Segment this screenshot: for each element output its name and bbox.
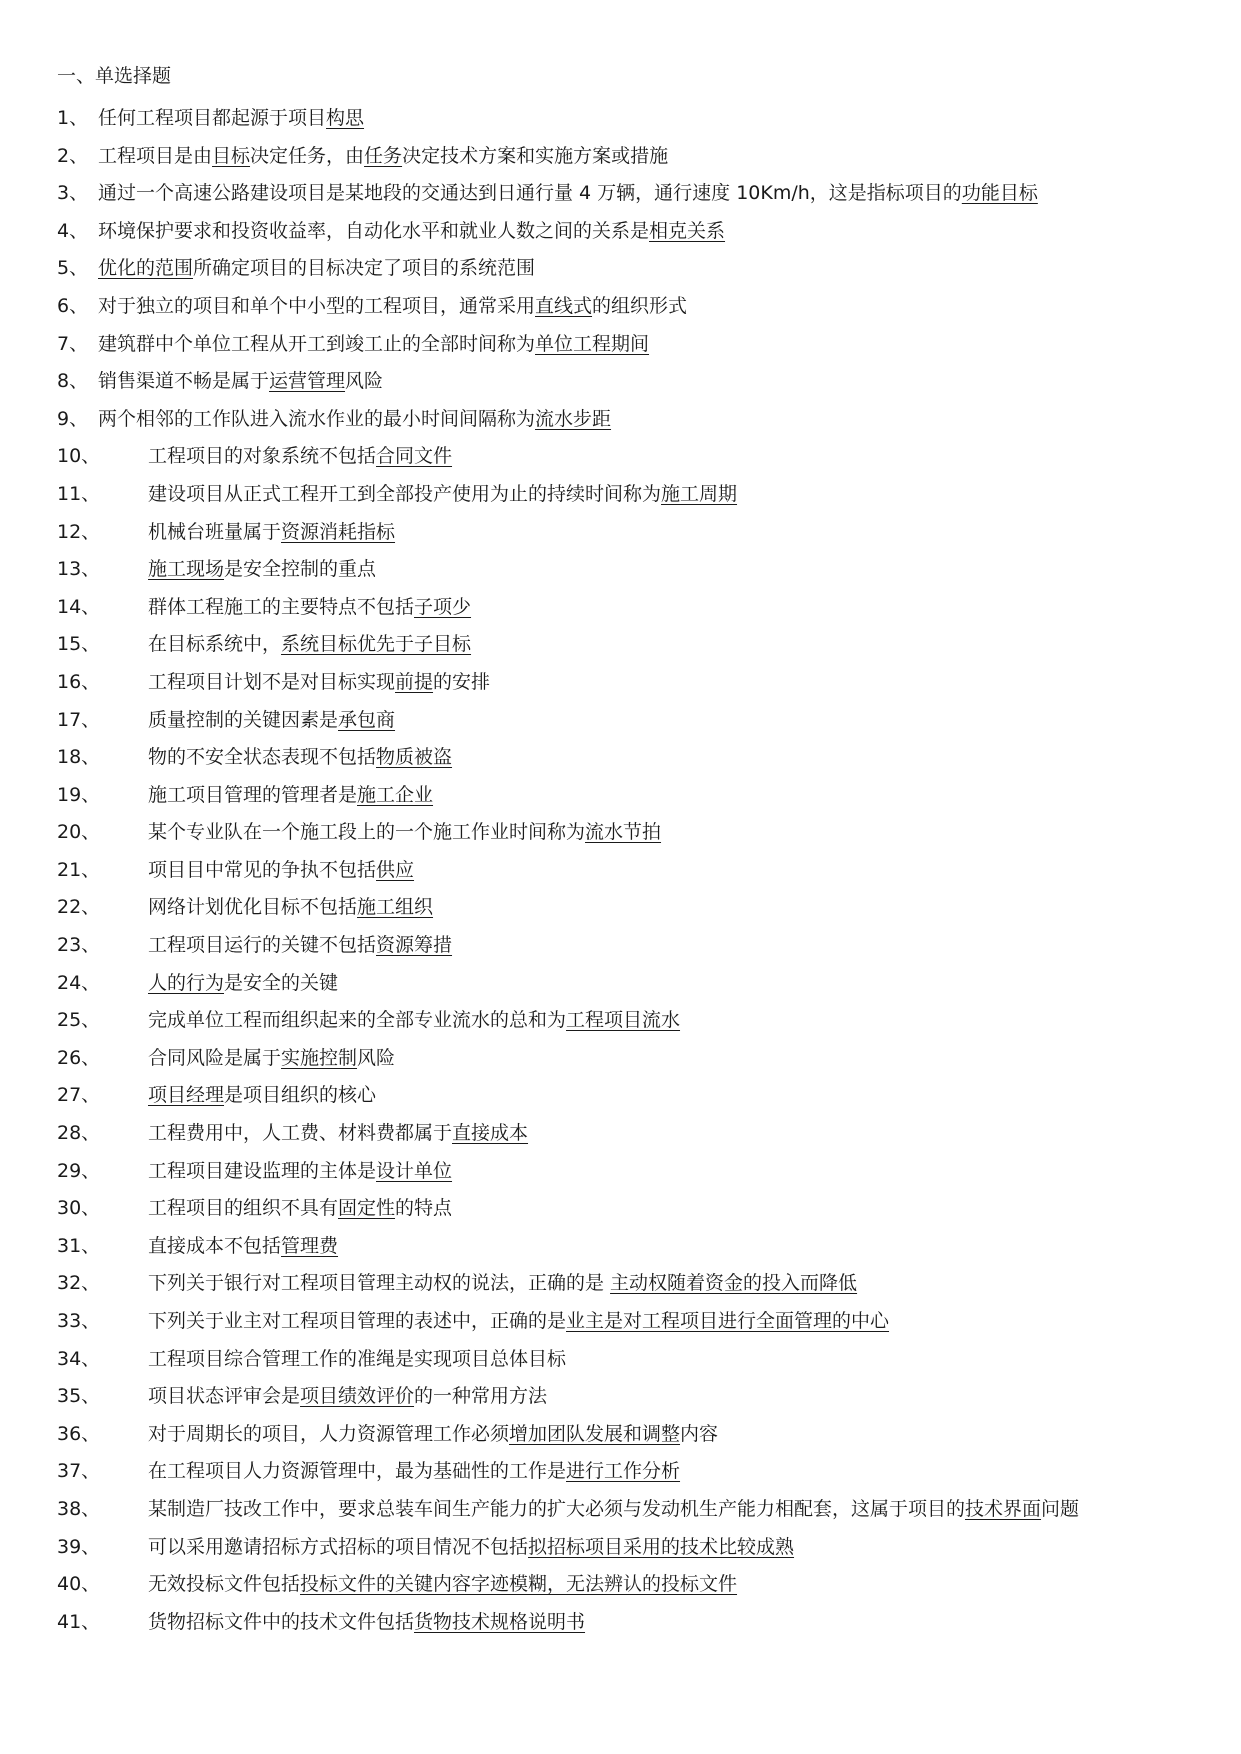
answer-text: 投标文件的关键内容字迹模糊，无法辨认的投标文件 bbox=[300, 1573, 738, 1596]
item-number: 39、 bbox=[57, 1535, 101, 1558]
list-item bbox=[0, 1190, 1241, 1228]
question-text: 某制造厂技改工作中，要求总装车间生产能力的扩大必须与发动机生产能力相配套，这属于项目的 bbox=[148, 1497, 966, 1520]
question-text: 无效投标文件包括 bbox=[148, 1573, 301, 1596]
list-item bbox=[0, 213, 1241, 251]
list-item bbox=[0, 551, 1241, 589]
question-text: 完成单位工程而组织起来的全部专业流水的总和为 bbox=[148, 1009, 567, 1032]
item-text bbox=[148, 1265, 1195, 1303]
list-item bbox=[0, 1604, 1241, 1642]
item-text bbox=[148, 1077, 1195, 1115]
item-number: 22、 bbox=[57, 896, 101, 919]
answer-text: 进行工作分析 bbox=[566, 1460, 681, 1483]
item-number: 35、 bbox=[57, 1385, 101, 1408]
question-text: 工程项目运行的关键不包括 bbox=[148, 934, 377, 957]
list-item bbox=[0, 1115, 1241, 1153]
item-number: 16、 bbox=[57, 670, 101, 693]
list-item bbox=[0, 739, 1241, 777]
item-number: 10、 bbox=[57, 445, 101, 468]
list-item bbox=[0, 250, 1241, 288]
item-number: 26、 bbox=[57, 1046, 101, 1069]
item-number: 34、 bbox=[57, 1347, 101, 1370]
list-item bbox=[0, 889, 1241, 927]
item-text bbox=[98, 288, 1195, 326]
question-text: 任何工程项目都起源于项目 bbox=[98, 107, 327, 129]
question-text: 的安排 bbox=[433, 670, 491, 693]
list-item bbox=[0, 1153, 1241, 1191]
list-item bbox=[0, 1491, 1241, 1529]
list-item bbox=[0, 1265, 1241, 1303]
item-number: 8、 bbox=[57, 370, 89, 393]
question-text: 工程项目综合管理工作的准绳是实现项目总体目标 bbox=[148, 1347, 567, 1370]
item-text bbox=[148, 927, 1195, 965]
item-number: 23、 bbox=[57, 934, 101, 957]
list-item bbox=[0, 814, 1241, 852]
list-item bbox=[0, 664, 1241, 702]
list-item bbox=[0, 1453, 1241, 1491]
question-text: 建筑群中个单位工程从开工到竣工止的全部时间称为 bbox=[98, 332, 536, 355]
item-text bbox=[148, 1153, 1195, 1191]
question-text: 工程费用中，人工费、材料费都属于 bbox=[148, 1122, 453, 1145]
answer-text: 设计单位 bbox=[376, 1159, 453, 1182]
list-item bbox=[0, 175, 1241, 213]
question-text: 两个相邻的工作队进入流水作业的最小时间间隔称为 bbox=[98, 407, 536, 430]
item-text bbox=[148, 1002, 1195, 1040]
question-text: 问题 bbox=[1041, 1497, 1080, 1520]
item-text bbox=[148, 551, 1195, 589]
item-number: 21、 bbox=[57, 858, 101, 881]
item-number: 40、 bbox=[57, 1573, 101, 1596]
item-number: 19、 bbox=[57, 783, 101, 806]
question-text: 是安全的关键 bbox=[224, 971, 339, 994]
answer-text: 主动权随着资金的投入而降低 bbox=[610, 1272, 858, 1295]
answer-text: 资源筹措 bbox=[376, 934, 453, 957]
answer-text: 货物技术规格说明书 bbox=[414, 1610, 586, 1633]
item-text bbox=[148, 1040, 1195, 1078]
section-heading: 一、单选择题 bbox=[57, 65, 172, 87]
question-text: 是项目组织的核心 bbox=[224, 1084, 377, 1107]
list-item bbox=[0, 1228, 1241, 1266]
item-number: 12、 bbox=[57, 520, 101, 543]
list-item bbox=[0, 702, 1241, 740]
item-text bbox=[148, 589, 1195, 627]
item-number: 37、 bbox=[57, 1460, 101, 1483]
list-item bbox=[0, 1416, 1241, 1454]
item-text bbox=[148, 1341, 1195, 1379]
item-number: 3、 bbox=[57, 182, 89, 205]
item-number: 17、 bbox=[57, 708, 101, 731]
question-text: 对于周期长的项目，人力资源管理工作必须 bbox=[148, 1422, 510, 1445]
question-text: 在目标系统中， bbox=[148, 633, 282, 656]
answer-text: 前提 bbox=[395, 670, 434, 693]
item-text bbox=[148, 814, 1195, 852]
answer-text: 相克关系 bbox=[649, 219, 726, 242]
answer-text: 功能目标 bbox=[961, 182, 1038, 205]
answer-text: 项目绩效评价 bbox=[300, 1385, 415, 1408]
list-item bbox=[0, 965, 1241, 1003]
item-text bbox=[148, 965, 1195, 1003]
item-number: 11、 bbox=[57, 482, 101, 505]
answer-text: 流水步距 bbox=[535, 407, 612, 430]
item-text bbox=[98, 1491, 1189, 1529]
question-text: 建设项目从正式工程开工到全部投产使用为止的持续时间称为 bbox=[148, 482, 662, 505]
question-text: 风险 bbox=[345, 370, 384, 393]
list-item bbox=[0, 852, 1241, 890]
item-number: 30、 bbox=[57, 1197, 101, 1220]
list-item bbox=[0, 1002, 1241, 1040]
list-item bbox=[0, 326, 1241, 364]
item-number: 32、 bbox=[57, 1272, 101, 1295]
question-text: 机械台班量属于 bbox=[148, 520, 282, 543]
list-item bbox=[0, 927, 1241, 965]
answer-text: 拟招标项目采用的技术比较成熟 bbox=[528, 1535, 795, 1558]
item-text bbox=[148, 702, 1195, 740]
item-number: 15、 bbox=[57, 633, 101, 656]
item-number: 36、 bbox=[57, 1422, 101, 1445]
item-number: 33、 bbox=[57, 1310, 101, 1332]
item-text bbox=[148, 852, 1195, 890]
question-text: 是安全控制的重点 bbox=[224, 558, 377, 581]
answer-text: 增加团队发展和调整 bbox=[509, 1422, 681, 1445]
item-number: 38、 bbox=[57, 1497, 101, 1520]
item-text bbox=[98, 138, 1195, 176]
list-item bbox=[0, 1566, 1241, 1604]
question-text: 的一种常用方法 bbox=[414, 1385, 548, 1408]
item-number: 9、 bbox=[57, 407, 89, 430]
list-item bbox=[0, 1378, 1241, 1416]
question-text: 群体工程施工的主要特点不包括 bbox=[148, 595, 415, 618]
item-number: 29、 bbox=[57, 1159, 101, 1182]
answer-text: 人的行为 bbox=[148, 971, 225, 994]
answer-text: 构思 bbox=[326, 107, 365, 129]
list-item bbox=[0, 100, 1241, 138]
answer-text: 技术界面 bbox=[965, 1497, 1042, 1520]
item-number: 4、 bbox=[57, 219, 89, 242]
question-text: 所确定项目的目标决定了项目的系统范围 bbox=[193, 257, 536, 280]
question-text: 网络计划优化目标不包括 bbox=[148, 896, 358, 919]
item-number: 27、 bbox=[57, 1084, 101, 1107]
list-item bbox=[0, 401, 1241, 439]
question-text: 的组织形式 bbox=[592, 294, 688, 317]
list-item bbox=[0, 1303, 1241, 1341]
question-text: 决定任务，由 bbox=[250, 144, 365, 167]
item-text bbox=[148, 476, 1195, 514]
item-text bbox=[98, 250, 1195, 288]
item-text bbox=[148, 1228, 1195, 1266]
answer-text: 施工组织 bbox=[357, 896, 434, 919]
item-text bbox=[148, 1566, 1195, 1604]
question-text: 可以采用邀请招标方式招标的项目情况不包括 bbox=[148, 1535, 529, 1558]
answer-text: 施工现场 bbox=[148, 558, 225, 581]
question-text: 工程项目的组织不具有 bbox=[148, 1197, 339, 1220]
item-number: 6、 bbox=[57, 294, 89, 317]
question-text: 风险 bbox=[357, 1046, 396, 1069]
answer-text: 运营管理 bbox=[269, 370, 346, 393]
item-text bbox=[98, 213, 1195, 251]
list-item bbox=[0, 1529, 1241, 1567]
list-item bbox=[0, 363, 1241, 401]
answer-text: 工程项目流水 bbox=[566, 1009, 681, 1032]
list-item bbox=[0, 514, 1241, 552]
item-text bbox=[148, 626, 1195, 664]
list-item bbox=[0, 438, 1241, 476]
list-item bbox=[0, 589, 1241, 627]
item-text bbox=[98, 401, 1195, 439]
question-text: 直接成本不包括 bbox=[148, 1234, 282, 1257]
item-number: 24、 bbox=[57, 971, 101, 994]
list-item bbox=[0, 777, 1241, 815]
answer-text: 资源消耗指标 bbox=[281, 520, 396, 543]
question-text: 货物招标文件中的技术文件包括 bbox=[148, 1610, 415, 1633]
question-text: 决定技术方案和实施方案或措施 bbox=[402, 144, 669, 167]
answer-text: 承包商 bbox=[338, 708, 396, 731]
item-text bbox=[148, 1453, 1195, 1491]
list-item bbox=[0, 138, 1241, 176]
item-text bbox=[148, 1190, 1195, 1228]
answer-text: 子项少 bbox=[414, 595, 472, 618]
question-text: 物的不安全状态表现不包括 bbox=[148, 746, 377, 769]
question-text: 项目目中常见的争执不包括 bbox=[148, 858, 377, 881]
answer-text: 业主是对工程项目进行全面管理的中心 bbox=[566, 1310, 890, 1332]
answer-text: 供应 bbox=[376, 858, 415, 881]
item-text bbox=[148, 664, 1195, 702]
question-text: 下列关于银行对工程项目管理主动权的说法，正确的是 bbox=[148, 1272, 611, 1295]
item-text bbox=[148, 514, 1195, 552]
answer-text: 合同文件 bbox=[376, 445, 453, 468]
item-number: 20、 bbox=[57, 821, 101, 844]
question-text: 工程项目的对象系统不包括 bbox=[148, 445, 377, 468]
list-item bbox=[0, 1040, 1241, 1078]
question-text: 某个专业队在一个施工段上的一个施工作业时间称为 bbox=[148, 821, 586, 844]
item-text bbox=[98, 175, 1195, 213]
item-number: 1、 bbox=[57, 107, 89, 129]
list-item bbox=[0, 476, 1241, 514]
answer-text: 施工企业 bbox=[357, 783, 434, 806]
item-text bbox=[148, 889, 1195, 927]
answer-text: 优化的范围 bbox=[98, 257, 194, 280]
question-text: 工程项目计划不是对目标实现 bbox=[148, 670, 396, 693]
answer-text: 施工周期 bbox=[661, 482, 738, 505]
answer-text: 固定性 bbox=[338, 1197, 396, 1220]
item-text bbox=[148, 1303, 1195, 1341]
answer-text: 实施控制 bbox=[281, 1046, 358, 1069]
answer-text: 系统目标优先于子目标 bbox=[281, 633, 472, 656]
question-text: 施工项目管理的管理者是 bbox=[148, 783, 358, 806]
item-text bbox=[98, 363, 1195, 401]
item-text bbox=[148, 777, 1195, 815]
item-text bbox=[148, 1416, 1195, 1454]
answer-text: 项目经理 bbox=[148, 1084, 225, 1107]
item-text bbox=[98, 100, 1195, 138]
list-item bbox=[0, 288, 1241, 326]
item-number: 13、 bbox=[57, 558, 101, 581]
answer-text: 物质被盗 bbox=[376, 746, 453, 769]
item-number: 28、 bbox=[57, 1122, 101, 1145]
question-text: 对于独立的项目和单个中小型的工程项目，通常采用 bbox=[98, 294, 536, 317]
question-text: 在工程项目人力资源管理中，最为基础性的工作是 bbox=[148, 1460, 567, 1483]
answer-text: 直接成本 bbox=[452, 1122, 529, 1145]
list-item bbox=[0, 1077, 1241, 1115]
question-text: 质量控制的关键因素是 bbox=[148, 708, 339, 731]
question-text: 项目状态评审会是 bbox=[148, 1385, 301, 1408]
item-text bbox=[148, 739, 1195, 777]
item-text bbox=[148, 1115, 1195, 1153]
item-text bbox=[148, 1529, 1195, 1567]
question-text: 通过一个高速公路建设项目是某地段的交通达到日通行量 4 万辆，通行速度 10Km/h，这是指标项目的 bbox=[98, 182, 962, 205]
item-number: 31、 bbox=[57, 1234, 101, 1257]
question-text: 销售渠道不畅是属于 bbox=[98, 370, 270, 393]
item-text bbox=[148, 1604, 1195, 1642]
answer-text: 目标 bbox=[212, 144, 251, 167]
item-number: 14、 bbox=[57, 595, 101, 618]
answer-text: 直线式 bbox=[535, 294, 593, 317]
item-number: 18、 bbox=[57, 746, 101, 769]
item-text bbox=[148, 438, 1195, 476]
answer-text: 流水节拍 bbox=[585, 821, 662, 844]
question-text: 下列关于业主对工程项目管理的表述中，正确的是 bbox=[148, 1310, 567, 1332]
item-number: 41、 bbox=[57, 1610, 101, 1633]
question-text: 的特点 bbox=[395, 1197, 453, 1220]
item-text bbox=[148, 1378, 1195, 1416]
answer-text: 管理费 bbox=[281, 1234, 339, 1257]
item-number: 2、 bbox=[57, 144, 89, 167]
item-number: 25、 bbox=[57, 1009, 101, 1032]
question-list bbox=[0, 100, 1241, 1641]
answer-text: 任务 bbox=[364, 144, 403, 167]
question-text: 环境保护要求和投资收益率，自动化水平和就业人数之间的关系是 bbox=[98, 219, 650, 242]
answer-text: 单位工程期间 bbox=[535, 332, 650, 355]
question-text: 合同风险是属于 bbox=[148, 1046, 282, 1069]
item-text bbox=[98, 326, 1195, 364]
question-text: 工程项目是由 bbox=[98, 144, 213, 167]
list-item bbox=[0, 626, 1241, 664]
question-text: 工程项目建设监理的主体是 bbox=[148, 1159, 377, 1182]
list-item bbox=[0, 1341, 1241, 1379]
item-number: 7、 bbox=[57, 332, 89, 355]
question-text: 内容 bbox=[680, 1422, 719, 1445]
item-number: 5、 bbox=[57, 257, 89, 280]
